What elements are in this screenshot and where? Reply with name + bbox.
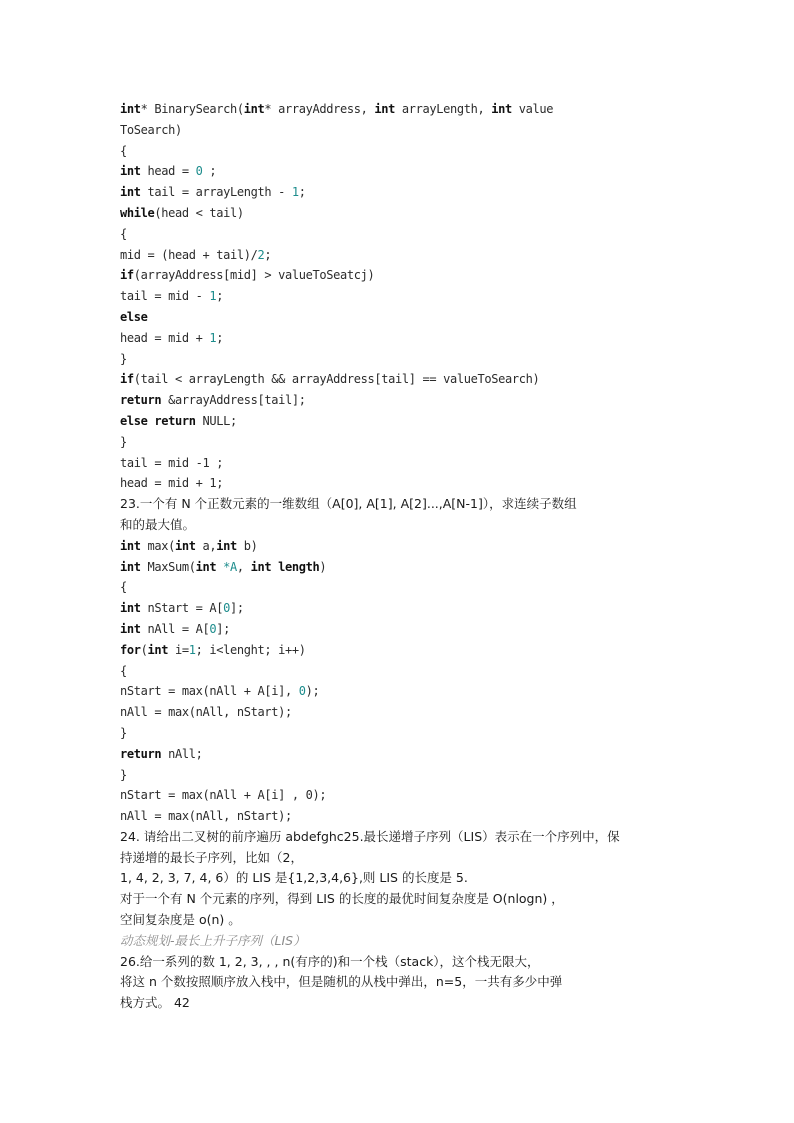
code-keyword: else return [120,413,196,428]
code-keyword: int [243,102,265,116]
code-line [120,286,760,307]
text-line [120,910,760,931]
line-segment: nStart = max(nAll + A[i], [120,684,299,699]
line-segment: tail = arrayLength - [140,185,292,200]
code-number: 0 [209,621,217,636]
line-segment: nAll; [161,746,203,761]
code-number: 1 [291,185,299,200]
line-segment: (tail < arrayLength && arrayAddress[tail] == valueToSearch) [133,372,540,387]
line-segment: MaxSum( [140,559,196,574]
code-keyword: if [120,268,134,283]
line-segment: 空间复杂度是 o(n) 。 [120,912,241,928]
code-line [120,723,760,744]
text-line [120,827,760,848]
code-keyword: int [120,185,141,200]
code-number: 0 [195,164,203,179]
code-number: 0 [298,684,306,699]
code-keyword: int [216,538,237,553]
code-line [120,702,760,723]
line-segment: a, [195,538,217,553]
line-segment: ; [216,289,224,304]
line-segment: { [120,143,127,158]
line-segment: max( [140,538,175,553]
line-segment: value [511,102,554,116]
code-keyword: int [175,538,196,553]
code-line [120,619,760,640]
code-line [120,744,760,765]
line-segment: nStart = max(nAll + A[i] , 0); [120,788,327,803]
code-line [120,245,760,266]
code-line [120,473,760,494]
line-segment: 持递增的最长子序列，比如（2， [120,849,303,865]
code-number: 1 [209,289,217,304]
line-segment: ; [202,164,217,179]
line-segment: tail = mid -1 ; [120,455,224,470]
code-keyword: return [120,393,162,408]
code-line [120,182,760,203]
code-line [120,161,760,182]
section-heading [120,931,760,952]
line-segment: ( [140,642,148,657]
line-segment: 26.给一系列的数 1, 2, 3, , , n(有序的)和一个栈（stack），这个栈无限大， [120,953,540,969]
code-line [120,681,760,702]
code-keyword: while [120,205,155,220]
line-segment: 将这 n 个数按照顺序放入栈中，但是随机的从栈中弹出，n=5，一共有多少中弹 [120,974,563,990]
code-line [120,411,760,432]
code-keyword: if [120,372,134,387]
code-line [120,453,760,474]
line-segment: nAll = max(nAll, nStart); [120,809,292,824]
line-segment: ; [264,247,272,262]
text-line [120,494,760,515]
code-number: 1 [188,642,196,657]
line-segment: i= [168,642,189,657]
code-line [120,765,760,786]
document-page [120,99,760,1014]
code-keyword: int [120,601,141,616]
line-segment: head = [140,164,196,179]
code-keyword: int [491,102,512,116]
code-keyword: int [120,164,141,179]
code-number: 0 [223,601,230,616]
code-keyword: return [120,746,162,761]
line-segment: (arrayAddress[mid] > valueToSeatcj) [133,268,375,283]
text-line [120,993,760,1014]
line-segment: &arrayAddress[tail]; [161,393,306,408]
line-segment: head = mid + 1; [120,476,224,491]
code-line [120,661,760,682]
code-number: *A [223,559,237,574]
code-line [120,328,760,349]
code-line [120,806,760,827]
line-segment: ; [216,330,224,345]
line-segment: nAll = max(nAll, nStart); [120,705,292,720]
code-keyword: for [120,642,141,657]
code-line [120,432,760,453]
line-segment: ]; [216,621,230,636]
line-segment: b) [236,538,258,553]
code-keyword: int [120,102,141,116]
code-line [120,369,760,390]
text-line [120,868,760,889]
line-segment: 动态规划-最长上升子序列（LIS） [120,932,306,948]
line-segment: 栈方式。 42 [120,995,190,1011]
code-line [120,307,760,328]
line-segment: ; [298,185,306,200]
code-line [120,557,760,578]
code-keyword: int [120,559,141,574]
code-line [120,785,760,806]
line-segment: ; i<lenght; i++) [195,642,306,657]
line-segment: { [120,663,127,678]
code-line [120,120,760,141]
line-segment: tail = mid - [120,289,210,304]
line-segment: } [120,725,127,740]
line-segment: } [120,434,127,449]
line-segment: nStart = A[ [140,601,224,616]
line-segment: NULL; [195,413,237,428]
code-line [120,640,760,661]
code-keyword: else [120,309,148,324]
code-keyword: int [195,559,217,574]
line-segment: * arrayAddress, [264,102,375,116]
code-keyword: int length [250,559,320,574]
code-number: 1 [209,330,217,345]
code-line [120,224,760,245]
line-segment: { [120,226,127,241]
code-keyword: int [120,538,141,553]
line-segment: nAll = A[ [140,621,210,636]
text-line [120,515,760,536]
text-line [120,848,760,869]
code-line [120,141,760,162]
line-segment: * BinarySearch( [140,102,244,116]
code-line [120,349,760,370]
line-segment: 和的最大值。 [120,516,196,532]
code-line [120,577,760,598]
line-segment: } [120,351,127,366]
code-line [120,99,760,120]
code-line [120,203,760,224]
code-line [120,265,760,286]
line-segment: ); [305,684,320,699]
line-segment: (head < tail) [154,205,244,220]
line-segment: mid = (head + tail)/ [120,247,258,262]
line-segment: { [120,580,127,595]
line-segment: , [236,559,251,574]
code-line [120,536,760,557]
text-line [120,972,760,993]
line-segment: } [120,767,127,782]
line-segment: 1, 4, 2, 3, 7, 4, 6）的 LIS 是{1,2,3,4,6},则 LIS 的长度是 5. [120,870,468,886]
code-keyword: int [374,102,395,116]
line-segment: ) [319,559,327,574]
line-segment: 23.一个有 N 个正数元素的一维数组（A[0], A[1], A[2]...,A[N-1]），求连续子数组 [120,496,577,512]
text-line [120,889,760,910]
code-line [120,598,760,619]
line-segment: 对于一个有 N 个元素的序列，得到 LIS 的长度的最优时间复杂度是 O(nlogn) ， [120,891,564,907]
line-segment: head = mid + [120,330,210,345]
line-segment: ToSearch) [120,122,182,137]
code-keyword: int [120,621,141,636]
line-segment: 24. 请给出二叉树的前序遍历 abdefghc25.最长递增子序列（LIS）表示在一个序列中，保 [120,828,620,844]
code-number: 2 [257,247,265,262]
code-line [120,390,760,411]
text-line [120,952,760,973]
line-segment: arrayLength, [395,102,492,116]
code-keyword: int [147,642,169,657]
line-segment: ]; [230,601,244,616]
